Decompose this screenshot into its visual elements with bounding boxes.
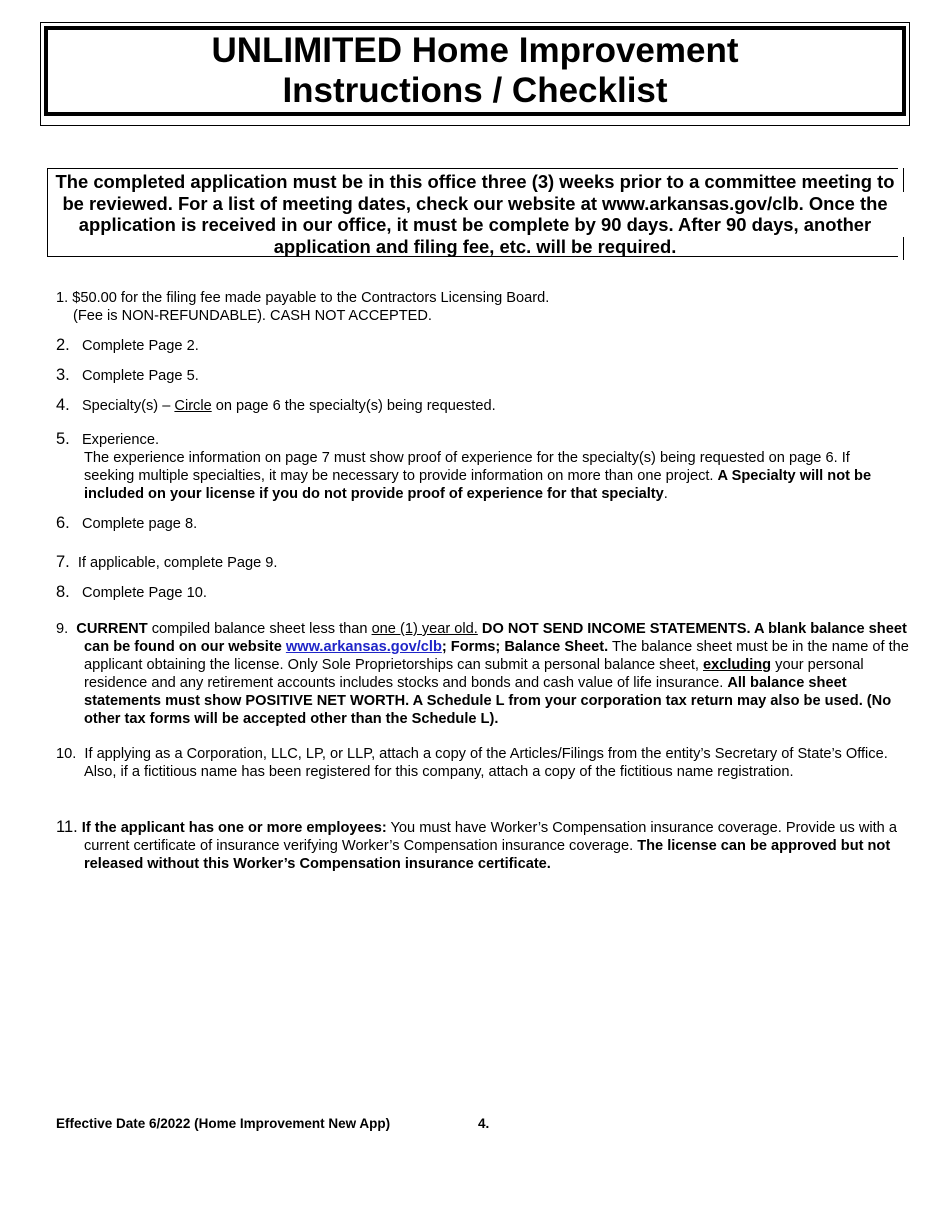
page-title [44,26,906,116]
footer-effective-date: Effective Date 6/2022 (Home Improvement New App) [56,1116,391,1131]
notice-box [47,168,898,257]
item-text: on page 6 the specialty(s) being requested. [211,398,496,414]
checklist-item-11 [56,818,920,873]
item-number: 4. [56,396,70,414]
page-number: 4. [478,1116,490,1131]
item-text: The experience information on page 7 must show proof of experience for the specialty(s) being requested on page 6. If seeking multiple specialties, it may be necessary to provide information on more than one project. [84,450,850,484]
item-text-bold: ; Forms; Balance Sheet. [441,639,609,655]
title-line-2: Instructions / Checklist [282,71,668,110]
item-text: your personal residence and any retirement accounts includes stocks and bonds and cash value of life insurance. [84,657,864,691]
item-text-bold: If the applicant has one or more employees: [81,820,387,836]
item-text: Complete Page 10. [81,585,207,601]
notice-text: The completed application must be in this office three (3) weeks prior to a committee meeting to be reviewed. For a list of meeting dates, check our website at www.arkansas.gov/clb. Once the application is received in our office, it must be complete by 90 days. After 90 days, another application and filing fee, etc. will be required. [55,171,895,257]
item-text-bold: The license can be approved but not released without this Worker’s Compensation insurance certificate. [84,838,891,872]
item-number: 6. [56,514,70,532]
item-text-underlined: Circle [174,398,212,414]
checklist-item-8 [56,583,207,602]
item-text: The balance sheet must be in the name of the applicant obtaining the license. Only Sole Proprietorships can submit a personal balance sheet, [84,639,909,673]
item-text-bold: All balance sheet statements must show POSITIVE NET WORTH. A Schedule L from your corporation tax return may also be used. (No other tax forms will be accepted other than the Schedule L). [84,675,892,727]
checklist-item-4 [56,396,496,415]
item-text: If applicable, complete Page 9. [77,555,278,571]
item-text: You must have Worker’s Compensation insurance coverage. Provide us with a current certificate of insurance verifying Worker’s Compensation insurance coverage. [84,820,897,854]
item-text: Complete page 8. [81,516,198,532]
item-number: 11. [56,818,78,836]
item-text: Specialty(s) – [81,398,175,414]
item-text: Complete Page 2. [81,338,199,354]
checklist-item-3 [56,366,199,385]
website-link[interactable]: www.arkansas.gov/clb [285,639,442,655]
item-number: 5. [56,430,70,448]
item-number: 8. [56,583,70,601]
item-text-bold: CURRENT [76,621,148,637]
checklist-item-7 [56,553,277,572]
item-heading: Experience. [81,432,160,448]
item-text-bold: A Specialty will not be included on your license if you do not provide proof of experience for that specialty [84,468,872,502]
item-number: 1. [56,290,69,306]
item-text: Complete Page 5. [81,368,199,384]
checklist-item-6 [56,514,197,533]
notice-border [903,237,904,260]
checklist-item-2 [56,336,199,355]
item-number: 9. [56,621,69,637]
item-number: 3. [56,366,70,384]
checklist-item-1 [56,289,549,325]
item-text: If applying as a Corporation, LLC, LP, or LLP, attach a copy of the Articles/Filings from the entity’s Secretary of State’s Office. Also, if a fictitious name has been registered for this company, attach a copy of the fictitious name registration. [84,746,888,780]
checklist-item-10 [56,745,920,781]
title-box [40,22,910,126]
notice-border [903,168,904,192]
item-text: compiled balance sheet less than [147,621,372,637]
item-text: . [663,486,668,502]
item-text-bold: DO NOT SEND INCOME STATEMENTS. A blank balance sheet can be found on our website [84,621,907,655]
item-text: (Fee is NON-REFUNDABLE). CASH NOT ACCEPTED. [73,308,432,324]
title-line-1: UNLIMITED Home Improvement [211,31,739,70]
checklist-item-5 [56,430,892,503]
item-text: $50.00 for the filing fee made payable to the Contractors Licensing Board. [72,290,550,306]
item-number: 7. [56,553,70,571]
item-text-underlined: one (1) year old. [371,621,478,637]
item-number: 10. [56,746,77,762]
checklist-item-9 [56,620,920,728]
item-number: 2. [56,336,70,354]
item-text-underlined: excluding [702,657,772,673]
